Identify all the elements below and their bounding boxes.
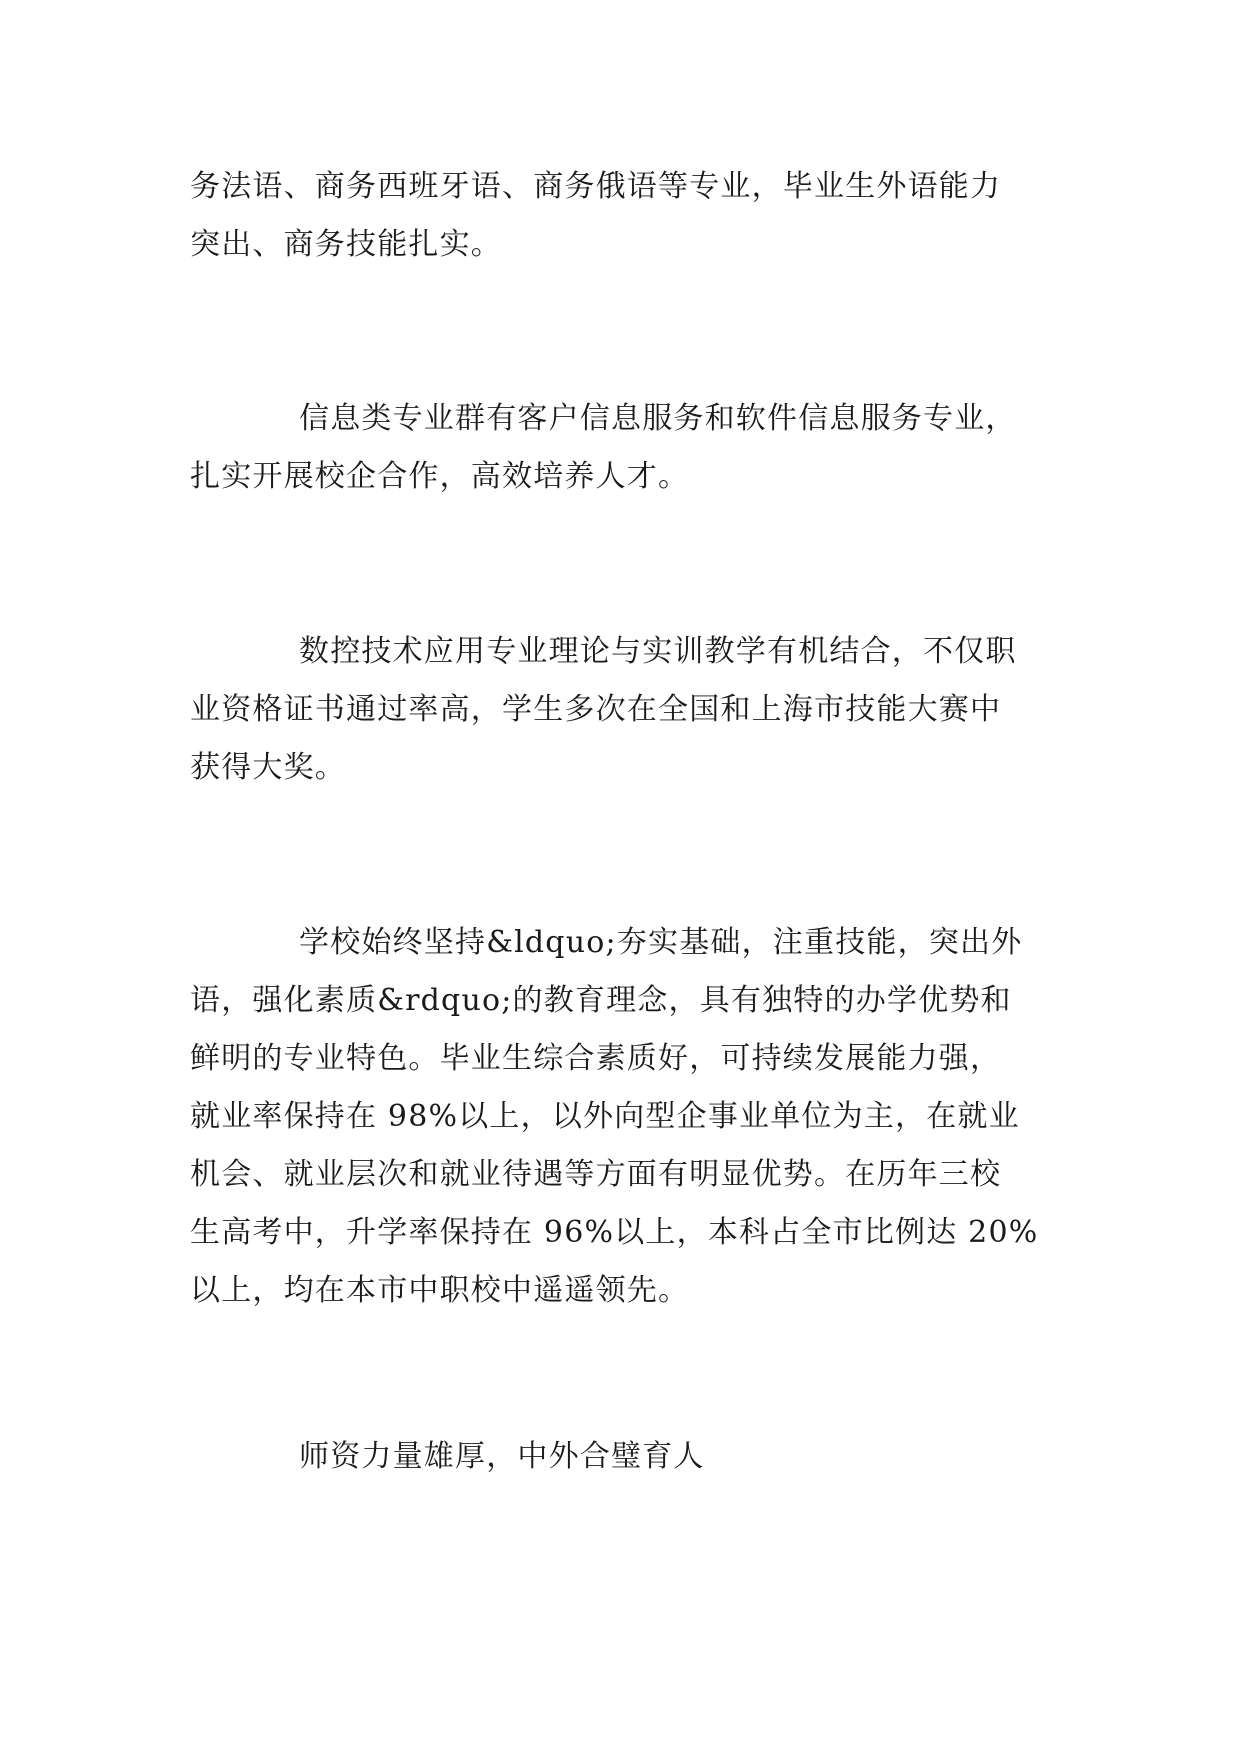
text-line: 数控技术应用专业理论与实训教学有机结合，不仅职 xyxy=(299,634,1017,669)
text-line: 扎实开展校企合作，高效培养人才。 xyxy=(190,459,690,494)
text-line: 突出、商务技能扎实。 xyxy=(190,227,502,262)
text-line: 鲜明的专业特色。毕业生综合素质好，可持续发展能力强， xyxy=(190,1041,1002,1076)
paragraph xyxy=(190,390,1060,506)
paragraph xyxy=(190,623,1060,797)
paragraph xyxy=(190,158,1060,274)
text-line: 信息类专业群有客户信息服务和软件信息服务专业， xyxy=(299,401,1017,436)
paragraph xyxy=(190,1428,1060,1486)
text-line: 生高考中，升学率保持在 96%以上，本科占全市比例达 20% xyxy=(190,1215,1039,1250)
text-line: 机会、就业层次和就业待遇等方面有明显优势。在历年三校 xyxy=(190,1157,1002,1192)
text-line: 务法语、商务西班牙语、商务俄语等专业，毕业生外语能力 xyxy=(190,169,1002,204)
text-line: 业资格证书通过率高，学生多次在全国和上海市技能大赛中 xyxy=(190,692,1002,727)
paragraph xyxy=(190,914,1060,1320)
text-line: 就业率保持在 98%以上，以外向型企事业单位为主，在就业 xyxy=(190,1099,1020,1134)
text-line: 获得大奖。 xyxy=(190,750,346,785)
text-line: 语，强化素质&rdquo;的教育理念，具有独特的办学优势和 xyxy=(190,983,1012,1018)
text-line: 师资力量雄厚，中外合璧育人 xyxy=(299,1439,705,1474)
text-line: 以上，均在本市中职校中遥遥领先。 xyxy=(190,1273,690,1308)
text-line: 学校始终坚持&ldquo;夯实基础，注重技能，突出外 xyxy=(299,925,1023,960)
